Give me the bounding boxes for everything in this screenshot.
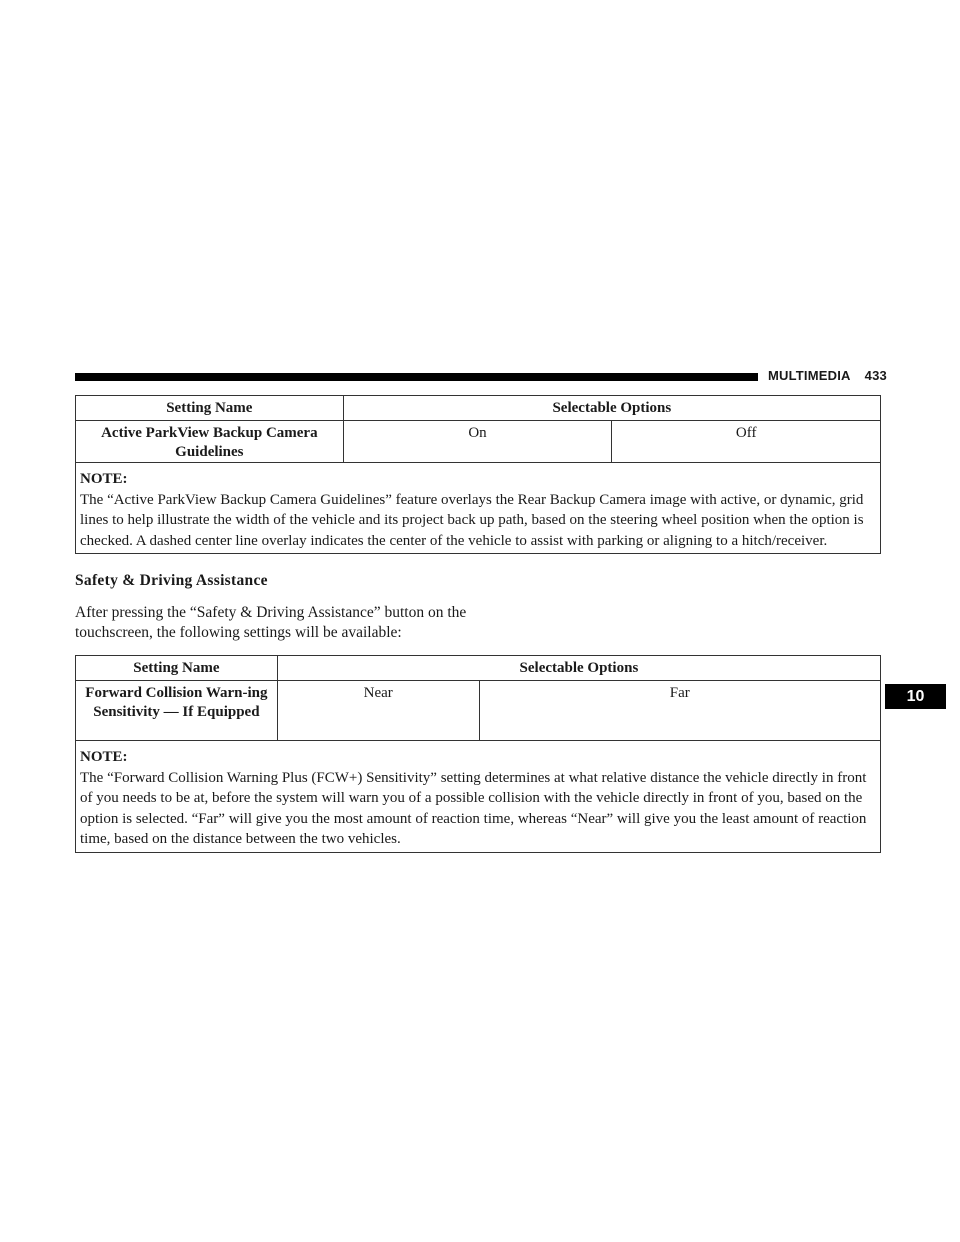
header-rule [75, 373, 758, 381]
intro-paragraph: After pressing the “Safety & Driving Assistance” button on the touchscreen, the following settings will be available: [75, 604, 467, 641]
camera-settings-table [75, 395, 881, 554]
table-row [76, 421, 881, 463]
note-label: NOTE: [80, 471, 128, 487]
note-label: NOTE: [80, 749, 128, 765]
column-header-selectable-options: Selectable Options [277, 656, 880, 681]
note-cell [76, 741, 881, 853]
note-cell [76, 463, 881, 554]
note-row [76, 741, 881, 853]
section-title: MULTIMEDIA [768, 368, 851, 383]
table-header-row [76, 396, 881, 421]
page-number: 433 [864, 368, 887, 383]
column-header-selectable-options: Selectable Options [343, 396, 880, 421]
option-cell: Near [277, 681, 479, 741]
option-cell: Off [612, 421, 881, 463]
table-header-row [76, 656, 881, 681]
safety-settings-table [75, 655, 881, 853]
option-cell: Far [479, 681, 880, 741]
option-cell: On [343, 421, 612, 463]
note-text: The “Active ParkView Backup Camera Guidelines” feature overlays the Rear Backup Camera image with active, or dynamic, grid lines to help illustrate the width of the vehicle and its project back up path, based on the steering wheel position when the option is checked. A dashed center line overlay indicates the center of the vehicle to assist with parking or aligning to a hitch/receiver. [80, 491, 864, 549]
column-header-setting-name: Setting Name [76, 396, 344, 421]
setting-name-cell: Forward Collision Warn-ing Sensitivity — If Equipped [76, 681, 278, 741]
note-text: The “Forward Collision Warning Plus (FCW+) Sensitivity” setting determines at what relative distance the vehicle directly in front of you needs to be at, before the system will warn you of a possible collision with the vehicle directly in front of you, based on the option is selected. “Far” will give you the most amount of reaction time, whereas “Near” will give you the least amount of reaction time, based on the distance between the two vehicles. [80, 769, 867, 847]
column-header-setting-name: Setting Name [76, 656, 278, 681]
running-header [768, 368, 887, 383]
setting-name-cell: Active ParkView Backup Camera Guidelines [76, 421, 344, 463]
chapter-tab: 10 [885, 684, 946, 709]
note-row [76, 463, 881, 554]
section-heading: Safety & Driving Assistance [75, 572, 268, 589]
table-row [76, 681, 881, 741]
